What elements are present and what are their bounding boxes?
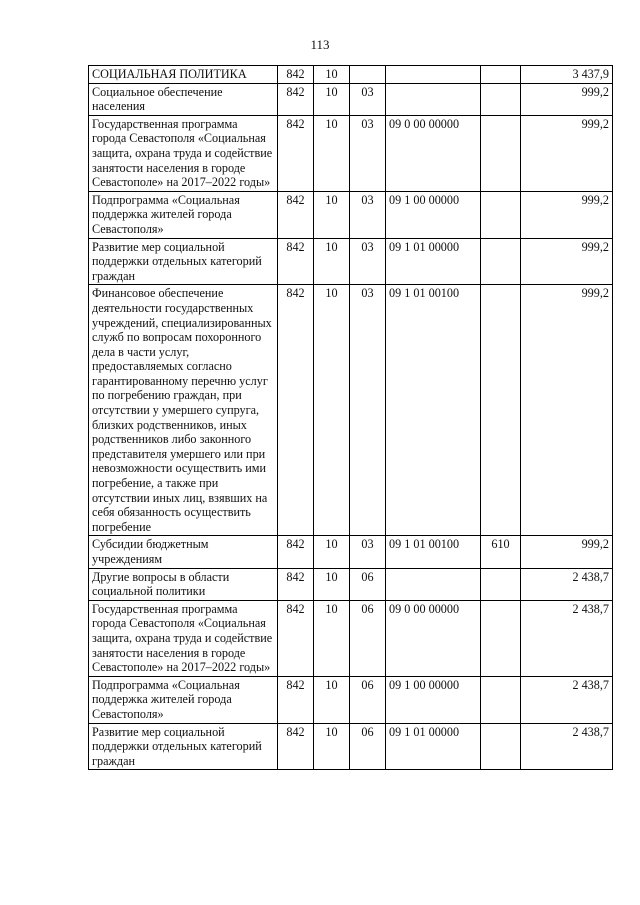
cell-section-code: 10	[314, 676, 350, 723]
cell-target-article: 09 1 00 00000	[386, 676, 481, 723]
cell-target-article: 09 1 01 00000	[386, 238, 481, 285]
cell-subsection-code: 06	[350, 568, 386, 600]
cell-target-article	[386, 568, 481, 600]
cell-name: Финансовое обеспечение деятельности государственных учреждений, специализированных служб по вопросам похоронного дела в части услуг, предоставляемых согласно гарантированному перечню услуг по погребению граждан, при отсутствии у умершего супруга, близких родственников, иных родственников либо законного представителя умершего или при невозможности осуществить ими погребение, а также при отсутствии иных лиц, взявших на себя обязанность осуществить погребение	[89, 285, 278, 536]
cell-name: Субсидии бюджетным учреждениям	[89, 536, 278, 568]
table-row	[89, 238, 613, 285]
cell-name: Подпрограмма «Социальная поддержка жителей города Севастополя»	[89, 191, 278, 238]
cell-section-code: 10	[314, 238, 350, 285]
cell-name: СОЦИАЛЬНАЯ ПОЛИТИКА	[89, 66, 278, 84]
cell-section-code: 10	[314, 115, 350, 191]
cell-target-article: 09 1 01 00100	[386, 285, 481, 536]
cell-section-code: 10	[314, 568, 350, 600]
cell-section-code: 10	[314, 191, 350, 238]
cell-subsection-code: 06	[350, 600, 386, 676]
cell-target-article: 09 1 00 00000	[386, 191, 481, 238]
cell-name: Другие вопросы в области социальной политики	[89, 568, 278, 600]
cell-expense-type	[481, 568, 521, 600]
cell-grbs-code: 842	[278, 66, 314, 84]
cell-amount: 999,2	[521, 83, 613, 115]
cell-expense-type	[481, 285, 521, 536]
cell-amount: 999,2	[521, 238, 613, 285]
cell-target-article	[386, 83, 481, 115]
cell-target-article	[386, 66, 481, 84]
table-row	[89, 115, 613, 191]
cell-grbs-code: 842	[278, 83, 314, 115]
cell-subsection-code: 03	[350, 191, 386, 238]
cell-target-article: 09 0 00 00000	[386, 600, 481, 676]
cell-expense-type	[481, 83, 521, 115]
cell-subsection-code: 03	[350, 238, 386, 285]
cell-target-article: 09 1 01 00100	[386, 536, 481, 568]
cell-section-code: 10	[314, 536, 350, 568]
cell-target-article: 09 1 01 00000	[386, 723, 481, 770]
cell-subsection-code: 03	[350, 115, 386, 191]
cell-subsection-code	[350, 66, 386, 84]
cell-expense-type	[481, 676, 521, 723]
cell-grbs-code: 842	[278, 600, 314, 676]
cell-subsection-code: 03	[350, 285, 386, 536]
cell-subsection-code: 06	[350, 723, 386, 770]
cell-expense-type	[481, 115, 521, 191]
table-row	[89, 191, 613, 238]
cell-expense-type	[481, 600, 521, 676]
cell-amount: 999,2	[521, 115, 613, 191]
cell-amount: 999,2	[521, 191, 613, 238]
page-number: 113	[310, 37, 330, 52]
cell-section-code: 10	[314, 600, 350, 676]
table-row	[89, 83, 613, 115]
cell-name: Государственная программа города Севастополя «Социальная защита, охрана труда и содействие занятости населения в городе Севастополе» на 2017–2022 годы»	[89, 600, 278, 676]
cell-target-article: 09 0 00 00000	[386, 115, 481, 191]
cell-name: Развитие мер социальной поддержки отдельных категорий граждан	[89, 238, 278, 285]
cell-section-code: 10	[314, 285, 350, 536]
cell-section-code: 10	[314, 723, 350, 770]
cell-grbs-code: 842	[278, 536, 314, 568]
cell-amount: 2 438,7	[521, 600, 613, 676]
cell-amount: 2 438,7	[521, 723, 613, 770]
cell-subsection-code: 03	[350, 83, 386, 115]
cell-expense-type	[481, 66, 521, 84]
cell-subsection-code: 06	[350, 676, 386, 723]
cell-name: Подпрограмма «Социальная поддержка жителей города Севастополя»	[89, 676, 278, 723]
cell-amount: 2 438,7	[521, 568, 613, 600]
table-row	[89, 66, 613, 84]
cell-grbs-code: 842	[278, 285, 314, 536]
cell-expense-type	[481, 238, 521, 285]
cell-grbs-code: 842	[278, 723, 314, 770]
cell-amount: 999,2	[521, 536, 613, 568]
cell-section-code: 10	[314, 66, 350, 84]
cell-grbs-code: 842	[278, 676, 314, 723]
cell-amount: 3 437,9	[521, 66, 613, 84]
table-row	[89, 568, 613, 600]
cell-amount: 999,2	[521, 285, 613, 536]
cell-name: Социальное обеспечение населения	[89, 83, 278, 115]
table-row	[89, 676, 613, 723]
budget-table-body	[89, 66, 613, 770]
cell-name: Развитие мер социальной поддержки отдельных категорий граждан	[89, 723, 278, 770]
cell-section-code: 10	[314, 83, 350, 115]
cell-grbs-code: 842	[278, 115, 314, 191]
table-row	[89, 723, 613, 770]
cell-subsection-code: 03	[350, 536, 386, 568]
table-row	[89, 285, 613, 536]
cell-expense-type	[481, 723, 521, 770]
table-row	[89, 536, 613, 568]
budget-table	[88, 65, 613, 770]
cell-expense-type	[481, 191, 521, 238]
cell-expense-type: 610	[481, 536, 521, 568]
cell-grbs-code: 842	[278, 568, 314, 600]
cell-grbs-code: 842	[278, 238, 314, 285]
cell-grbs-code: 842	[278, 191, 314, 238]
cell-name: Государственная программа города Севастополя «Социальная защита, охрана труда и содействие занятости населения в городе Севастополе» на 2017–2022 годы»	[89, 115, 278, 191]
cell-amount: 2 438,7	[521, 676, 613, 723]
table-row	[89, 600, 613, 676]
